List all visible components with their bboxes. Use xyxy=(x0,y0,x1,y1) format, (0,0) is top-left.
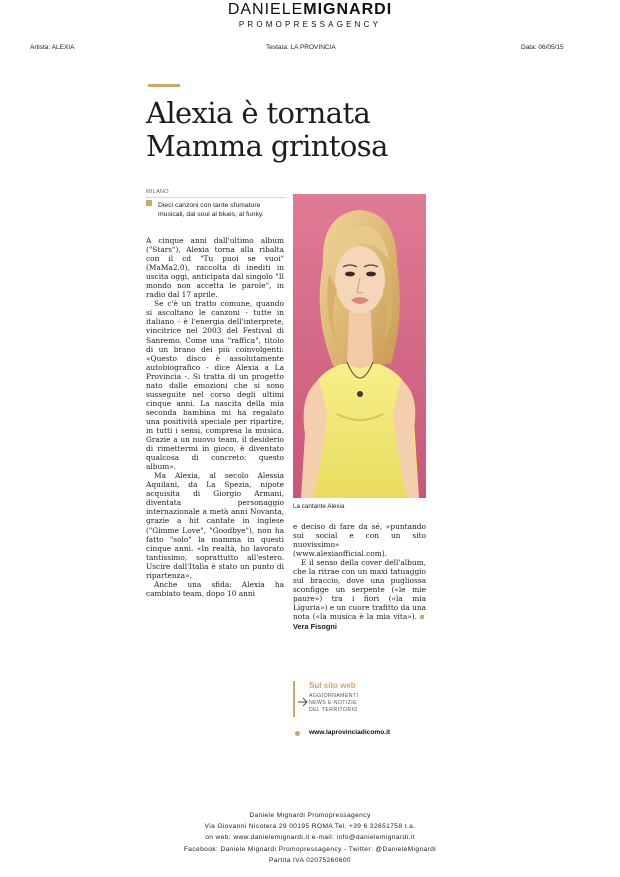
paragraph-2: Se c'è un tratto comune, quando si ascoltano le canzoni - tutte in italiano - è l'energia dell'interprete, vincitrice nel 2003 del Festival di Sanremo. Come una "raffica", titolo di un brano dei più coinvolgenti: «Questo disco è assolutamente autobiografico - dice Alexia a La Provincia -. Si tratta di un progetto nato dalle emozioni che si sono susseguite nel corso degli ultimi cinque anni. La nascita della mia seconda bambina mi ha regalato una positività speciale per ripartire, in tutti i sensi, compresa la musica. Grazie a un nuovo team, il desiderio di rimettermi in gioco, è diventato qualcosa di concreto: questo album». xyxy=(146,299,284,472)
headline xyxy=(146,97,446,163)
headline-line-2: Mamma grintosa xyxy=(146,129,388,163)
square-bullet-icon xyxy=(420,615,424,619)
summary: Dieci canzoni con tante sfumature musicali, dal soul al blues, al funky. xyxy=(158,202,264,219)
paragraph-5: e deciso di fare da sé, «puntando sui social e con un sito nuovissimo» (www.alexiaofficial.com). xyxy=(293,522,426,559)
dateline: MILANO xyxy=(146,189,169,195)
web-box-accent xyxy=(293,681,295,717)
web-box-line-1: AGGIORNAMENTI xyxy=(309,693,359,699)
meta-date: Data: 06/05/15 xyxy=(521,44,564,51)
meta-artist: Artista: ALEXIA xyxy=(30,44,75,51)
agency-name xyxy=(0,1,620,19)
footer-line-5: Partita IVA 02075260600 xyxy=(268,856,352,864)
arrow-right-icon xyxy=(297,695,309,709)
web-box-line-2: NEWS E NOTIZIE xyxy=(309,700,357,706)
singer-photo xyxy=(293,194,426,498)
meta-source: Testata: LA PROVINCIA xyxy=(266,44,336,51)
footer-line-4[interactable]: Facebook: Daniele Mignardi Promopressagency - Twitter: @DanieleMignardi xyxy=(183,845,437,853)
photo-caption: La cantante Alexia xyxy=(293,503,345,510)
paragraph-3: Ma Alexia, al secolo Alessia Aquilani, da La Spezia, nipote acquisita di Giorgio Armani, diventata personaggio internazionale a metà anni Novanta, grazie a hit cantate in inglese ("Gimme Love", "Goodbye"), non ha fatto "solo" la mamma in questi cinque anni. «In realtà, ho lavorato tantissimo, soprattutto all'estero. Uscire dall'Italia è stato un punto di ripartenza». xyxy=(146,471,284,580)
footer-line-2: Via Giovanni Nicotera 29 00195 ROMA Tel. +39 6 32651758 r.a. xyxy=(204,823,416,831)
summary-marker xyxy=(146,200,152,206)
agency-name-light: DANIELE xyxy=(227,1,304,18)
paragraph-6 xyxy=(293,558,426,630)
web-bullet-icon xyxy=(295,731,300,736)
headline-accent-bar xyxy=(148,84,180,87)
footer-line-1: Daniele Mignardi Promopressagency xyxy=(249,812,371,819)
article-column-1 xyxy=(146,236,284,598)
web-box-line-3: DEL TERRITORIO xyxy=(309,707,358,713)
paragraph-4: Anche una sfida: Alexia ha cambiato team, dopo 10 anni xyxy=(146,579,284,598)
paragraph-6-text: E il senso della cover dell'album, che la ritrae con un maxi tatuaggio sul braccio, dove una pugliossa sconfigge un serpente («le mie paure») tra i fiori («la mia Liguria») e un cuore trafitto da una nota («la musica è la mia vita»). xyxy=(293,558,427,622)
agency-footer xyxy=(0,810,620,866)
headline-line-1: Alexia è tornata xyxy=(146,96,371,130)
web-box-title: Sul sito web xyxy=(309,681,356,690)
dateline-rule xyxy=(146,197,286,198)
web-url-link[interactable]: www.laprovinciadicomo.it xyxy=(309,729,391,736)
article-photo xyxy=(293,194,426,498)
agency-subtitle: PROMOPRESSAGENCY xyxy=(238,20,382,29)
paragraph-1: A cinque anni dall'ultimo album ("Stars"), Alexia torna alla ribalta con il cd "Tu puoi se vuoi" (MaMa2.0), raccolta di inediti in uscita oggi, anticipata dal singolo "Il mondo non accetta le parole", in radio dal 17 aprile. xyxy=(146,236,284,300)
author-name: Vera Fisogni xyxy=(293,621,337,631)
article-column-2 xyxy=(293,522,426,631)
web-box xyxy=(293,681,426,741)
agency-name-bold: MIGNARDI xyxy=(303,1,393,18)
footer-line-3[interactable]: on web: www.danielemignardi.it e-mail: info@danielemignardi.it xyxy=(205,834,415,842)
